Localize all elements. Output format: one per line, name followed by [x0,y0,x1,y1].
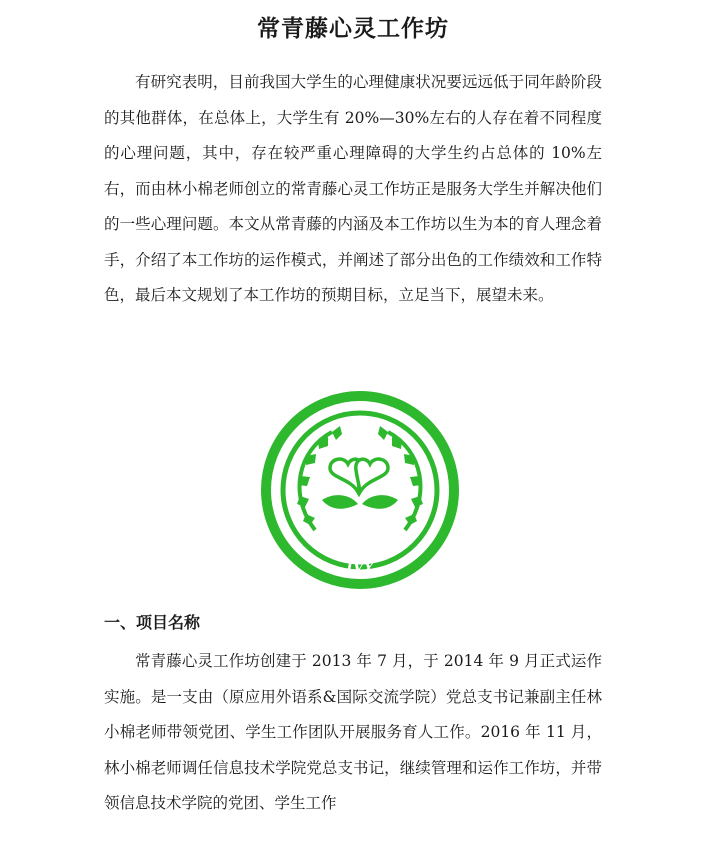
abstract-paragraph: 有研究表明，目前我国大学生的心理健康状况要远远低于同年龄阶段的其他群体，在总体上，大学生有 20%—30%左右的人存在着不同程度的心理问题，其中，存在较严重心理障碍的大学生约占总体的 10%左右，而由林小棉老师创立的常青藤心灵工作坊正是服务大学生并解决他们的一些心理问题。本文从常青藤的内涵及本工作坊以生为本的育人理念着手，介绍了本工作坊的运作模式，并阐述了部分出色的工作绩效和工作特色，最后本文规划了本工作坊的预期目标，立足当下，展望未来。 [104,73,602,304]
logo-text: IVY [346,560,374,576]
ivy-logo [260,380,460,600]
document-title: 常青藤心灵工作坊 [257,15,449,42]
section-heading: 一、项目名称 [104,613,201,632]
section-paragraph: 常青藤心灵工作坊创建于 2013 年 7 月，于 2014 年 9 月正式运作实施。是一支由（原应用外语系&国际交流学院）党总支书记兼副主任林小棉老师带领党团、学生工作团队开展服务育人工作。2016 年 11 月，林小棉老师调任信息技术学院党总支书记，继续管理和运作工作坊，并带领信息技术学院的党团、学生工作 [104,652,602,812]
ivy-hearts-logo-icon [260,380,460,600]
